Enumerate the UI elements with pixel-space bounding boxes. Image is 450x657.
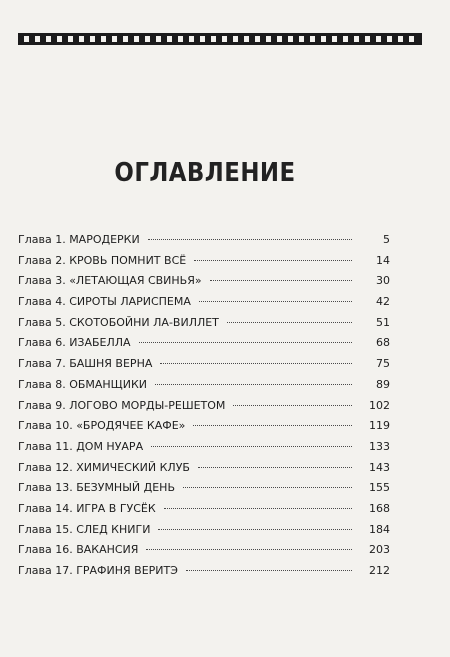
toc-entry-page: 5 bbox=[383, 233, 390, 246]
toc-dot-leader bbox=[155, 384, 352, 385]
toc-entry[interactable] bbox=[18, 251, 390, 272]
toc-entry-label: Глава 7. БАШНЯ ВЕРНА bbox=[18, 357, 153, 371]
toc-entry-label: Глава 10. «БРОДЯЧЕЕ КАФЕ» bbox=[18, 419, 186, 433]
toc-entry[interactable] bbox=[18, 333, 390, 354]
toc-entry[interactable] bbox=[18, 540, 390, 561]
toc-entry-label: Глава 6. ИЗАБЕЛЛА bbox=[18, 336, 131, 350]
toc-entry-label: Глава 9. ЛОГОВО МОРДЫ-РЕШЕТОМ bbox=[18, 398, 226, 412]
toc-entry[interactable] bbox=[18, 437, 390, 458]
toc-dot-leader bbox=[148, 239, 352, 240]
toc-dot-leader bbox=[198, 467, 352, 468]
toc-dot-leader bbox=[194, 260, 352, 261]
toc-entry-label: Глава 3. «ЛЕТАЮЩАЯ СВИНЬЯ» bbox=[18, 274, 202, 288]
toc-dot-leader bbox=[151, 446, 352, 447]
toc-entry-label: Глава 5. СКОТОБОЙНИ ЛА-ВИЛЛЕТ bbox=[18, 315, 219, 329]
toc-entry-page: 75 bbox=[376, 357, 390, 371]
table-of-contents bbox=[18, 230, 390, 582]
toc-entry-page: 89 bbox=[376, 377, 390, 391]
toc-dot-leader bbox=[183, 487, 352, 488]
toc-entry-page: 51 bbox=[376, 315, 390, 329]
toc-entry[interactable] bbox=[18, 313, 390, 334]
toc-dot-leader bbox=[210, 280, 352, 281]
toc-dot-leader bbox=[227, 322, 352, 323]
toc-dot-leader bbox=[146, 549, 352, 550]
toc-entry-page: 143 bbox=[369, 460, 390, 474]
toc-entry-label: Глава 17. ГРАФИНЯ ВЕРИТЭ bbox=[18, 564, 178, 577]
toc-entry-page: 184 bbox=[369, 522, 390, 536]
toc-entry-label: Глава 2. КРОВЬ ПОМНИТ ВСЁ bbox=[18, 253, 187, 267]
toc-dot-leader bbox=[193, 425, 352, 426]
toc-entry[interactable] bbox=[18, 416, 390, 437]
toc-entry-label: Глава 11. ДОМ НУАРА bbox=[18, 439, 144, 453]
toc-entry-page: 68 bbox=[376, 336, 390, 350]
toc-entry-page: 14 bbox=[376, 253, 390, 267]
toc-dot-leader bbox=[164, 508, 352, 509]
toc-entry[interactable] bbox=[18, 354, 390, 375]
decorative-border-strip bbox=[18, 33, 422, 45]
toc-entry-label: Глава 13. БЕЗУМНЫЙ ДЕНЬ bbox=[18, 481, 175, 495]
toc-dot-leader bbox=[158, 529, 352, 530]
toc-entry-page: 155 bbox=[369, 481, 390, 495]
toc-entry[interactable] bbox=[18, 561, 390, 582]
toc-dot-leader bbox=[139, 342, 352, 343]
toc-entry[interactable] bbox=[18, 458, 390, 479]
toc-dot-leader bbox=[199, 301, 352, 302]
toc-dot-leader bbox=[233, 405, 352, 406]
toc-entry-page: 168 bbox=[369, 501, 390, 515]
toc-entry-label: Глава 1. МАРОДЕРКИ bbox=[18, 233, 140, 246]
toc-entry-page: 133 bbox=[369, 439, 390, 453]
toc-entry[interactable] bbox=[18, 499, 390, 520]
toc-entry-label: Глава 12. ХИМИЧЕСКИЙ КЛУБ bbox=[18, 460, 190, 474]
toc-entry[interactable] bbox=[18, 292, 390, 313]
toc-entry[interactable] bbox=[18, 520, 390, 541]
toc-entry-label: Глава 16. ВАКАНСИЯ bbox=[18, 543, 139, 557]
toc-entry-page: 42 bbox=[376, 295, 390, 309]
toc-entry-page: 30 bbox=[376, 274, 390, 288]
toc-dot-leader bbox=[160, 363, 352, 364]
toc-entry[interactable] bbox=[18, 396, 390, 417]
toc-entry[interactable] bbox=[18, 271, 390, 292]
toc-entry-page: 119 bbox=[369, 419, 390, 433]
page-title: ОГЛАВЛЕНИЕ bbox=[114, 158, 296, 188]
toc-entry[interactable] bbox=[18, 375, 390, 396]
toc-entry[interactable] bbox=[18, 478, 390, 499]
toc-entry-page: 102 bbox=[369, 398, 390, 412]
toc-entry-page: 212 bbox=[369, 564, 390, 577]
toc-entry-label: Глава 15. СЛЕД КНИГИ bbox=[18, 522, 151, 536]
border-perforation bbox=[24, 36, 416, 42]
toc-entry[interactable] bbox=[18, 230, 390, 251]
toc-entry-page: 203 bbox=[369, 543, 390, 557]
toc-dot-leader bbox=[186, 570, 352, 571]
toc-entry-label: Глава 8. ОБМАНЩИКИ bbox=[18, 377, 147, 391]
toc-entry-label: Глава 14. ИГРА В ГУСЁК bbox=[18, 501, 156, 515]
toc-entry-label: Глава 4. СИРОТЫ ЛАРИСПЕМА bbox=[18, 295, 191, 309]
